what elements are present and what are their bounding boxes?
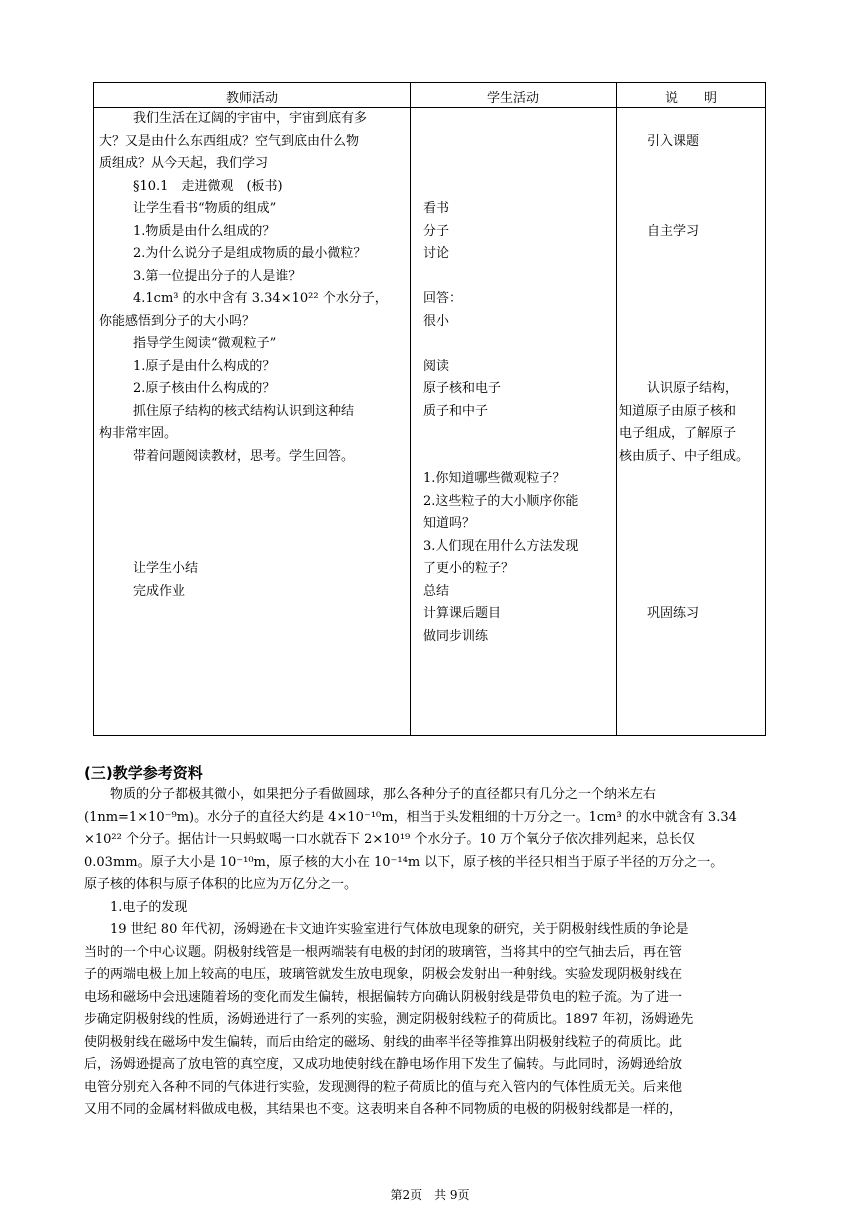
student-line: 了更小的粒子？ [423,561,515,576]
note-line: 知道原子由原子核和 [619,404,737,419]
teacher-line: §10.1 走进微观 (板书) [133,179,283,194]
student-line: 做同步训练 [423,629,489,644]
paragraph-line: 使阴极射线在磁场中发生偏转，而后由给定的磁场、射线的曲率半径等推算出阴极射线粒子的荷质比。此 [84,1034,683,1050]
student-line: 很小 [423,314,450,329]
page-footer: 第2页 共 9页 [390,1188,470,1202]
teacher-line: 4.1cm³ 的水中含有 3.34×10²² 个水分子， [133,291,388,306]
teacher-line: 1.物质是由什么组成的？ [133,224,276,239]
teacher-line: 2.为什么说分子是组成物质的最小微粒？ [133,246,367,261]
teacher-line: 让学生看书“物质的组成” [133,201,277,216]
student-line: 质子和中子 [423,404,489,419]
teacher-line: 2.原子核由什么构成的？ [133,381,276,396]
student-line: 总结 [423,584,450,599]
student-line: 原子核和电子 [423,381,502,396]
note-line: 自主学习 [647,224,700,239]
teacher-line: 3.第一位提出分子的人是谁？ [133,269,302,284]
student-line: 知道吗？ [423,516,476,531]
paragraph-line: 当时的一个中心议题。阴极射线管是一根两端装有电极的封闭的玻璃管，当将其中的空气抽去后，再在管 [84,944,683,960]
paragraph-line: 原子核的体积与原子体积的比应为万亿分之一。 [84,877,358,892]
teacher-line: 指导学生阅读“微观粒子” [133,336,277,351]
student-line: 讨论 [423,246,450,261]
paragraph-line: 后，汤姆逊提高了放电管的真空度，又成功地使射线在静电场作用下发生了偏转。与此同时，汤姆逊给放 [84,1057,683,1072]
header-teacher-activity: 教师活动 [225,91,278,106]
lesson-table [93,82,766,736]
section-title: (三)教学参考资料 [84,764,203,782]
note-line: 认识原子结构， [647,381,739,396]
teacher-line: 完成作业 [133,584,186,599]
teacher-line: 让学生小结 [133,561,199,576]
paragraph-line: 0.03mm。原子大小是 10⁻¹⁰m，原子核的大小在 10⁻¹⁴m 以下，原子核的半径只相当于原子半径的万分之一。 [84,854,724,870]
teacher-line: 你能感悟到分子的大小吗？ [99,314,256,329]
note-line: 引入课题 [647,134,700,149]
column-divider [410,83,411,735]
student-line: 看书 [423,201,450,216]
paragraph-line: (1nm=1×10⁻⁹m)。水分子的直径大约是 4×10⁻¹⁰m，相当于头发粗细的十万分之一。1cm³ 的水中就含有 3.34 [84,809,737,825]
column-divider [616,83,617,735]
student-line: 2.这些粒子的大小顺序你能 [423,494,579,509]
student-line: 3.人们现在用什么方法发现 [423,539,579,554]
student-line: 分子 [423,224,450,239]
paragraph-line: 电管分别充入各种不同的气体进行实验，发现测得的粒子荷质比的值与充入管内的气体性质无关。后来他 [84,1079,683,1095]
student-line: 阅读 [423,359,450,374]
paragraph-line: 19 世纪 80 年代初，汤姆逊在卡文迪许实验室进行气体放电现象的研究，关于阴极射线性质的争论是 [110,922,689,937]
teacher-line: 我们生活在辽阔的宇宙中，宇宙到底有多 [133,111,368,126]
paragraph-line: 步确定阴极射线的性质，汤姆逊进行了一系列的实验，测定阴极射线粒子的荷质比。1897 年初，汤姆逊先 [84,1012,694,1027]
teacher-line: 1.原子是由什么构成的？ [133,359,276,374]
reference-paragraph [84,784,776,1122]
note-line: 电子组成，了解原子 [619,426,737,441]
subheading: 1.电子的发现 [110,899,188,915]
student-line: 回答： [423,291,463,306]
student-line: 计算课后题目 [423,606,502,621]
header-notes: 说 明 [664,91,717,106]
paragraph-line: 电场和磁场中会迅速随着场的变化而发生偏转，根据偏转方向确认阴极射线是带负电的粒子流。为了进一 [84,989,683,1005]
paragraph-line: ×10²² 个分子。据估计一只蚂蚁喝一口水就吞下 2×10¹⁹ 个水分子。10 万个氧分子依次排列起来，总长仅 [84,832,696,847]
teacher-line: 抓住原子结构的核式结构认识到这种结 [133,404,355,419]
teacher-line: 质组成？从今天起，我们学习 [99,156,269,171]
teacher-line: 构非常牢固。 [99,426,178,441]
student-line: 1.你知道哪些微观粒子？ [423,471,566,486]
note-line: 巩固练习 [647,606,700,621]
header-student-activity: 学生活动 [486,91,539,106]
teacher-line: 带着问题阅读教材，思考。学生回答。 [133,449,355,464]
note-line: 核由质子、中子组成。 [619,449,750,464]
paragraph-line: 又用不同的金属材料做成电极，其结果也不变。这表明来自各种不同物质的电极的阴极射线都是一样的， [84,1102,683,1117]
paragraph-line: 物质的分子都极其微小，如果把分子看做圆球，那么各种分子的直径都只有几分之一个纳米左右 [110,787,657,802]
paragraph-line: 子的两端电极上加上较高的电压，玻璃管就发生放电现象，阴极会发射出一种射线。实验发现阴极射线在 [84,967,683,982]
teacher-line: 大？又是由什么东西组成？空气到底由什么物 [99,134,360,149]
